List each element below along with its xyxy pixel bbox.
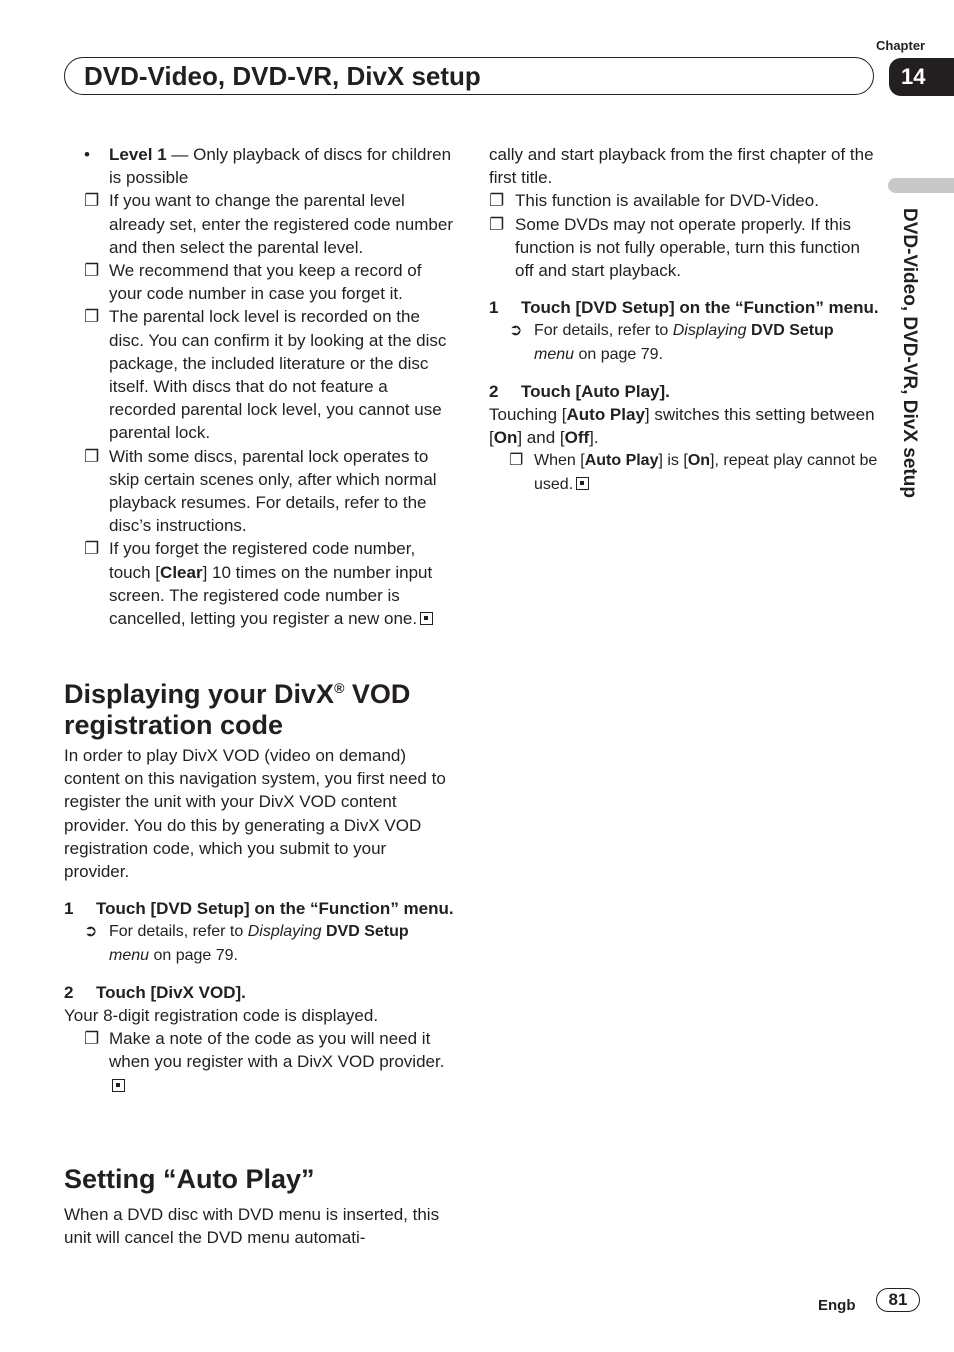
divx-intro: In order to play DivX VOD (video on demand) content on this navigation system, you first need to register the unit with your DivX VOD content provider. You do this by generating a DivX VOD registration code, which you submit to your provider. (64, 746, 446, 882)
registered-mark: ® (334, 680, 345, 696)
checkbox-icon: ❐ (84, 1029, 100, 1049)
step-desc: Your 8-digit registration code is displayed. (64, 1006, 379, 1026)
checkbox-icon: ❐ (489, 191, 505, 211)
step-text: Touch [DivX VOD]. (96, 982, 246, 1002)
level1-bullet (64, 143, 454, 189)
clear-key: Clear (160, 562, 203, 582)
left-column (64, 143, 454, 630)
step-text: Touch [DVD Setup] on the “Function” menu. (96, 899, 454, 919)
divx-heading-text: Displaying your DivX (64, 679, 335, 709)
side-tab-text: DVD-Video, DVD-VR, DivX setup (899, 208, 920, 498)
reference-item (489, 319, 879, 365)
checkbox-icon: ❐ (509, 452, 524, 470)
note-text: Make a note of the code as you will need it when you register with a DivX VOD provider. (109, 1029, 445, 1072)
chapter-number: 14 (889, 58, 954, 96)
ref-text: For details, refer to (534, 322, 673, 340)
note-item (64, 259, 454, 305)
bullet-icon: • (84, 145, 90, 164)
level1-label: Level 1 (109, 145, 167, 164)
step-number: 2 (489, 381, 499, 401)
right-column (489, 143, 879, 496)
note-text: Some DVDs may not operate properly. If this function is not fully operable, turn this function off and start playback. (515, 214, 860, 281)
ref-text: on page 79. (574, 345, 663, 363)
ref-italic: Displaying (672, 322, 747, 340)
chapter-label: Chapter (876, 38, 926, 53)
continued-text: cally and start playback from the first chapter of the first title. (489, 145, 874, 188)
autoplay-heading: Setting “Auto Play” (64, 1164, 315, 1194)
note-text: With some discs, parental lock operates to skip certain scenes only, after which normal playback resumes. For details, refer to the disc’s instructions. (109, 446, 437, 536)
checkbox-icon: ❐ (84, 539, 100, 559)
ref-bold: DVD Setup (746, 322, 834, 340)
note-item (64, 189, 454, 259)
note-item (489, 213, 879, 283)
note-item (64, 305, 454, 444)
note-text: If you want to change the parental level already set, enter the registered code number and then select the parental level. (109, 191, 453, 257)
autoplay-intro: When a DVD disc with DVD menu is inserted, this unit will cancel the DVD menu automati- (64, 1205, 440, 1248)
language-code: Engb (818, 1297, 856, 1314)
reference-item (64, 920, 454, 966)
step-heading (64, 897, 454, 920)
side-tab (888, 178, 954, 193)
end-mark-icon (420, 612, 433, 625)
ref-bold: DVD Setup (321, 923, 409, 941)
checkbox-icon: ❐ (84, 191, 100, 211)
divx-section (64, 744, 454, 1097)
note-item (64, 537, 454, 630)
ref-italic: menu (534, 345, 575, 363)
level1-text: — Only playback of discs for children is possible (109, 145, 452, 188)
checkbox-icon: ❐ (84, 261, 100, 281)
step-heading (64, 981, 454, 1004)
ref-text: on page 79. (149, 946, 238, 964)
end-mark-icon (112, 1079, 125, 1092)
step-heading (489, 296, 879, 319)
note-text: If you forget the registered code number, touch [ (109, 539, 416, 582)
note-item (489, 189, 879, 212)
note-text: This function is available for DVD-Video. (515, 191, 819, 211)
arrow-icon: ➲ (509, 322, 523, 340)
step-number: 1 (489, 298, 499, 318)
divx-heading-text: VOD registration code (64, 679, 411, 740)
arrow-icon: ➲ (84, 923, 98, 941)
page-number: 81 (876, 1288, 920, 1312)
page-title: DVD-Video, DVD-VR, DivX setup (84, 61, 481, 91)
end-mark-icon (576, 477, 589, 490)
step-text: Touch [Auto Play]. (521, 381, 670, 401)
note-text: We recommend that you keep a record of your code number in case you forget it. (109, 261, 422, 304)
note-text: ] 10 times on the number input screen. The registered code number is cancelled, letting you register a new one. (109, 562, 433, 629)
checkbox-icon: ❐ (489, 214, 505, 234)
note-item (64, 1027, 454, 1097)
step-desc: Touching [Auto Play] switches this setting between [On] and [Off]. (489, 405, 875, 448)
divx-heading (64, 673, 464, 741)
note-text: The parental lock level is recorded on the disc. You can confirm it by looking at the disc package, the included literature or the disc itself. With discs that do not feature a recorded parental lock level, you cannot use parental lock. (109, 307, 447, 443)
ref-italic: Displaying (247, 923, 322, 941)
ref-text: For details, refer to (109, 923, 248, 941)
ref-italic: menu (109, 946, 150, 964)
step-heading (489, 380, 879, 403)
note-item: ❐ When [Auto Play] is [On], repeat play cannot be used. (489, 449, 879, 495)
step-number: 2 (64, 982, 74, 1002)
step-text: Touch [DVD Setup] on the “Function” menu. (521, 298, 879, 318)
checkbox-icon: ❐ (84, 307, 100, 327)
step-number: 1 (64, 899, 74, 919)
checkbox-icon: ❐ (84, 446, 100, 466)
note-item (64, 445, 454, 538)
